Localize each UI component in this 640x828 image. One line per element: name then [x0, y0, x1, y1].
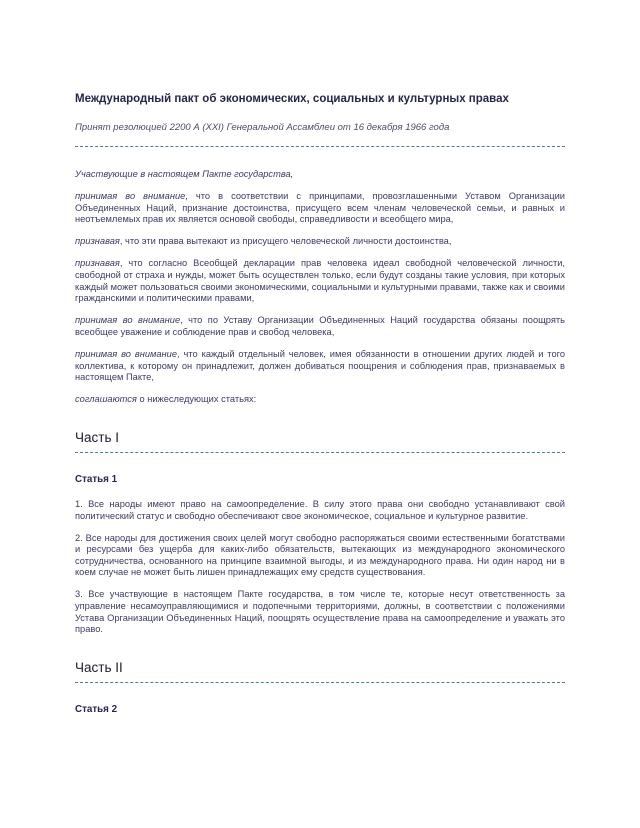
paragraph-lead: принимая во внимание: [75, 349, 178, 360]
preamble-paragraph: [75, 315, 565, 338]
preamble-paragraph: [75, 394, 565, 406]
document-title: Международный пакт об экономических, социальных и культурных правах: [75, 93, 509, 105]
paragraph-text: , что по Уставу Организации Объединенных Наций государства обязаны поощрять всеобщее уважение и соблюдение прав и свобод человека,: [75, 315, 565, 337]
paragraph-lead: соглашаются: [75, 394, 137, 405]
preamble-paragraph: [75, 169, 565, 181]
paragraph-text: , что эти права вытекают из присущего человеческой личности достоинства,: [119, 236, 452, 247]
article-paragraph: 2. Все народы для достижения своих целей могут свободно распоряжаться своими естественными богатствами и ресурсами без ущерба для каких-либо обязательств, вытекающих из международного экономического сотрудничества, основанного на принципе взаимной выгоды, и из международного права. Ни один народ ни в коем случае не может быть лишен принадлежащих ему средств существования.: [75, 532, 565, 578]
paragraph-lead: принимая во внимание: [75, 315, 181, 326]
article-paragraph: 3. Все участвующие в настоящем Пакте государства, в том числе те, которые несут ответственность за управление несамоуправляющимися и подопечными территориями, должны, в соответствии с положениями Устава Организации Объединенных Наций, поощрять осуществление права на самоопределение и уважать это право.: [75, 589, 565, 635]
preamble-paragraph: [75, 191, 565, 226]
preamble-paragraph: [75, 349, 565, 384]
paragraph-lead: признавая: [75, 236, 120, 247]
section-heading-part-2: Часть II: [75, 660, 565, 683]
article-title-2: Статья 2: [75, 703, 118, 715]
paragraph-text: , что согласно Всеобщей декларации прав человека идеал свободной человеческой личности, свободной от страха и нужды, может быть осуществлен только, если будут созданы такие условия, при которых каждый может пользоваться своими экономическими, социальными и культурными правами, также как и своими гражданскими и политическими правами,: [75, 258, 565, 304]
paragraph-text: , что каждый отдельный человек, имея обязанности в отношении других людей и того коллектива, к которому он принадлежит, должен добиваться поощрения и соблюдения прав, признаваемых в настоящем Пакте,: [75, 349, 565, 383]
section-heading-part-1: Часть I: [75, 430, 565, 453]
preamble-paragraph: [75, 236, 565, 248]
article-title-1: Статья 1: [75, 473, 118, 485]
article-paragraph: 1. Все народы имеют право на самоопределение. В силу этого права они свободно устанавливают свой политический статус и свободно обеспечивают свое экономическое, социальное и культурное развитие.: [75, 498, 565, 521]
paragraph-lead: признавая: [75, 258, 120, 269]
paragraph-text: , что в соответствии с принципами, провозглашенными Уставом Организации Объединенных Наций, признание достоинства, присущего всем членам человеческой семьи, и равных и неотъемлемых прав их является основой свободы, справедливости и всеобщего мира,: [75, 191, 565, 225]
paragraph-lead: Участвующие в настоящем Пакте государства,: [75, 169, 294, 179]
paragraph-text: о нижеследующих статьях:: [136, 394, 257, 405]
document-subtitle: Принят резолюцией 2200 А (XXI) Генеральной Ассамблеи от 16 декабря 1966 года: [75, 122, 450, 133]
preamble-paragraph: [75, 258, 565, 304]
paragraph-lead: принимая во внимание: [75, 191, 186, 202]
top-divider: [75, 146, 565, 147]
